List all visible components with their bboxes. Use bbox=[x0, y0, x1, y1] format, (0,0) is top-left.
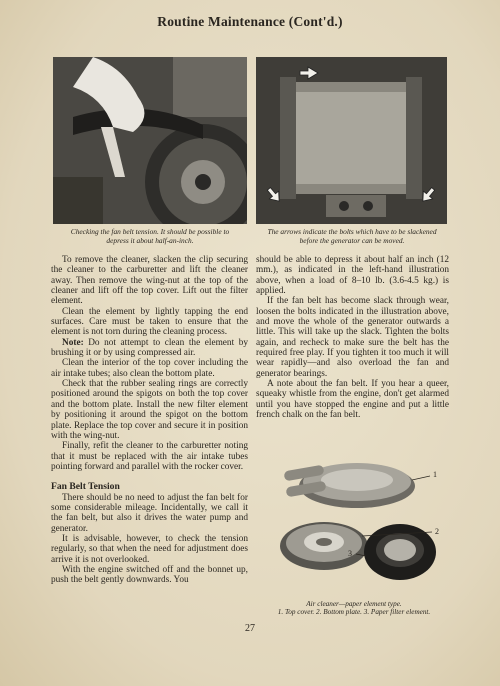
fan-belt-caption-line-1: Checking the fan belt tension. It should be possible to bbox=[70, 227, 230, 236]
generator-caption-line-1: The arrows indicate the bolts which have to be slackened bbox=[267, 227, 437, 236]
right-column bbox=[256, 255, 449, 421]
page-number: 27 bbox=[245, 623, 255, 634]
paragraph: Finally, refit the cleaner to the carburetter noting that it must be replaced with the air intake tubes pointing forward and parallel with the rocker cover. bbox=[51, 441, 248, 472]
generator-photo-illustration bbox=[256, 57, 447, 224]
paragraph: To remove the cleaner, slacken the clip securing the cleaner to the carburetter and lift the cleaner away. Then remove the wing-nut at the top of the cleaner and lift off the top cover. Lift out the filter element. bbox=[51, 255, 248, 307]
air-cleaner-illustration bbox=[262, 448, 448, 598]
note-label: Note: bbox=[62, 337, 84, 348]
callout-1: 1 bbox=[433, 470, 437, 479]
section-heading: Fan Belt Tension bbox=[51, 481, 120, 493]
air-cleaner-caption-line-1: Air cleaner—paper element type. bbox=[306, 600, 402, 608]
paragraph: A note about the fan belt. If you hear a queer, squeaky whistle from the engine, don't get alarmed until you have stopped the engine and put a little french chalk on the fan belt. bbox=[256, 379, 449, 421]
callout-2: 2 bbox=[435, 527, 439, 536]
callout-3: 3 bbox=[348, 549, 352, 558]
air-cleaner-caption bbox=[252, 600, 456, 617]
generator-photo bbox=[256, 57, 447, 224]
page-title: Routine Maintenance (Cont'd.) bbox=[157, 14, 343, 29]
air-cleaner-photo bbox=[262, 448, 448, 598]
paragraph: Clean the interior of the top cover including the air intake tubes; also clean the bottom plate. bbox=[51, 358, 248, 379]
air-cleaner-caption-line-2: 1. Top cover. 2. Bottom plate. 3. Paper filter element. bbox=[277, 608, 431, 617]
note-paragraph bbox=[51, 338, 248, 359]
paragraph: Clean the element by lightly tapping the end surfaces. Care must be taken to ensure that the element is not torn during the cleaning process. bbox=[51, 306, 248, 338]
generator-caption-line-2: before the generator can be moved. bbox=[299, 235, 405, 245]
paragraph: If the fan belt has become slack through wear, loosen the bolts indicated in the illustration above, and move the whole of the generator outwards a little. This will take up the slack. Tighten the bolts again, and recheck to make sure the belt has the required free play. If you tighten it too much it will wear rapidly—and also overload the fan and generator bearings. bbox=[256, 296, 449, 379]
fan-belt-caption bbox=[48, 228, 252, 245]
left-column bbox=[51, 255, 248, 586]
fan-belt-photo-illustration bbox=[53, 57, 247, 224]
paragraph: With the engine switched off and the bonnet up, push the belt gently downwards. You bbox=[51, 564, 248, 586]
paragraph: It is advisable, however, to check the tension regularly, so that when the need for adjustment does arrive it is not overlooked. bbox=[51, 533, 248, 565]
fan-belt-photo bbox=[53, 57, 247, 224]
paragraph: There should be no need to adjust the fan belt for some considerable mileage. Incidentally, we call it the fan belt, but also it drives the water pump and generator. bbox=[51, 492, 248, 534]
generator-caption bbox=[250, 228, 454, 245]
paragraph: Check that the rubber sealing rings are correctly positioned around the spigots on both the top cover and the bottom plate. Install the new filter element by positioning it around the spigot on the bottom plate. Replace the top cover and secure it in position with the wing-nut. bbox=[51, 379, 248, 441]
note-text: Do not attempt to clean the element by brushing it or by using compressed air. bbox=[51, 337, 248, 359]
fan-belt-caption-line-2: depress it about half-an-inch. bbox=[106, 235, 194, 245]
paragraph: should be able to depress it about half an inch (12 mm.), as indicated in the left-hand illustration above, when a load of 8–10 lb. (3.6-4.5 kg.) is applied. bbox=[256, 255, 449, 297]
